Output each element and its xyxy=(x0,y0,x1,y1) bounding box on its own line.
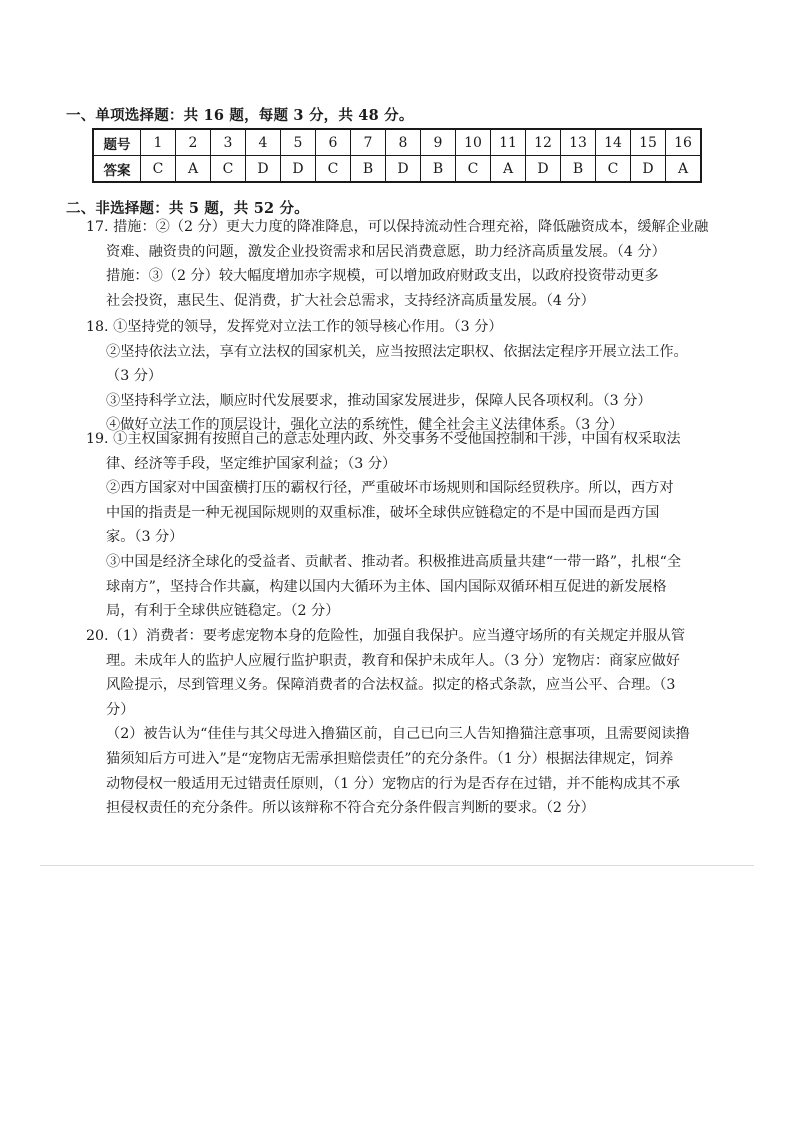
q20-line: 动物侵权一般适用无过错责任原则，（1 分）宠物店的行为是否存在过错，并不能构成其不承 xyxy=(106,775,680,792)
answer-cell: D xyxy=(631,156,666,183)
answer-cell: B xyxy=(561,156,596,183)
question-18-answer xyxy=(86,315,688,438)
question-number: 9 xyxy=(421,129,456,156)
q18-line: 18. ①坚持党的领导，发挥党对立法工作的领导核心作用。（3 分） xyxy=(86,319,503,335)
answer-table xyxy=(92,128,702,183)
page-divider xyxy=(40,865,754,866)
question-number: 1 xyxy=(141,129,176,156)
q20-line: 理。未成年人的监护人应履行监护职责，教育和保护未成年人。（3 分）宠物店：商家应做好 xyxy=(106,652,680,669)
answer-cell: D xyxy=(526,156,561,183)
q19-line: 中国的指责是一种无视国际规则的双重标准，破坏全球供应链稳定的不是中国而是西方国 xyxy=(106,504,660,521)
question-17-answer xyxy=(86,215,708,313)
q19-line: 家。（3 分） xyxy=(106,529,184,546)
answer-cell: A xyxy=(491,156,526,183)
q17-line: 资难、融资贵的问题，激发企业投资需求和居民消费意愿，助力经济高质量发展。（4 分） xyxy=(106,243,666,260)
answer-cell: C xyxy=(596,156,631,183)
question-number: 16 xyxy=(666,129,702,156)
question-20-answer xyxy=(86,624,690,821)
q19-line: 球南方”，坚持合作共赢，构建以国内大循环为主体、国内国际双循环相互促进的新发展格 xyxy=(106,578,667,595)
answer-cell: C xyxy=(211,156,246,183)
question-number: 8 xyxy=(386,129,421,156)
question-number: 12 xyxy=(526,129,561,156)
question-number: 6 xyxy=(316,129,351,156)
q19-line: 局，有利于全球供应链稳定。（2 分） xyxy=(106,603,340,620)
number-row xyxy=(93,129,701,156)
q19-line: 19. ①主权国家拥有按照自己的意志处理内政、外交事务不受他国控制和干涉，中国有权采取法 xyxy=(86,431,681,447)
answer-cell: C xyxy=(456,156,491,183)
q17-line: 措施：③（2 分）较大幅度增加赤字规模，可以增加政府财政支出，以政府投资带动更多 xyxy=(106,268,659,285)
answer-cell: B xyxy=(351,156,386,183)
q20-line: 分） xyxy=(106,701,135,718)
q19-line: 律、经济等手段，坚定维护国家利益；（3 分） xyxy=(106,455,397,472)
answer-cell: D xyxy=(386,156,421,183)
answer-cell: A xyxy=(176,156,211,183)
question-number: 14 xyxy=(596,129,631,156)
question-number: 2 xyxy=(176,129,211,156)
q20-line: 猫须知后方可进入”是“宠物店无需承担赔偿责任”的充分条件。（1 分）根据法律规定，饲养 xyxy=(106,750,674,767)
q18-line: ②坚持依法立法，享有立法权的国家机关，应当按照法定职权、依据法定程序开展立法工作。 xyxy=(106,343,688,360)
question-number: 13 xyxy=(561,129,596,156)
answer-cell: C xyxy=(316,156,351,183)
q20-line: 20.（1）消费者：要考虑宠物本身的危险性，加强自我保护。应当遵守场所的有关规定并服从管 xyxy=(86,628,686,644)
q18-line: ③坚持科学立法，顺应时代发展要求，推动国家发展进步，保障人民各项权利。（3 分） xyxy=(106,392,652,409)
question-19-answer xyxy=(86,427,681,624)
question-number: 3 xyxy=(211,129,246,156)
row-label-number: 题号 xyxy=(93,129,141,156)
question-number: 15 xyxy=(631,129,666,156)
question-number: 11 xyxy=(491,129,526,156)
section2-title: 二、非选择题：共 5 题，共 52 分。 xyxy=(66,200,309,217)
answer-cell: D xyxy=(246,156,281,183)
answer-cell: C xyxy=(141,156,176,183)
answer-cell: A xyxy=(666,156,702,183)
row-label-answer: 答案 xyxy=(93,156,141,183)
q19-line: ③中国是经济全球化的受益者、贡献者、推动者。积极推进高质量共建“一带一路”，扎根“全 xyxy=(106,553,682,570)
q19-line: ②西方国家对中国蛮横打压的霸权行径，严重破坏市场规则和国际经贸秩序。所以，西方对 xyxy=(106,480,674,497)
question-number: 7 xyxy=(351,129,386,156)
q17-line: 社会投资，惠民生、促消费，扩大社会总需求，支持经济高质量发展。（4 分） xyxy=(106,292,595,309)
answer-cell: B xyxy=(421,156,456,183)
answer-row xyxy=(93,156,701,183)
question-number: 10 xyxy=(456,129,491,156)
q20-line: （2）被告认为“佳佳与其父母进入撸猫区前，自己已向三人告知撸猫注意事项，且需要阅读撸 xyxy=(106,726,690,743)
q17-line: 17. 措施：②（2 分）更大力度的降准降息，可以保持流动性合理充裕，降低融资成本，缓解企业融 xyxy=(86,219,709,235)
question-number: 5 xyxy=(281,129,316,156)
q18-line: （3 分） xyxy=(106,368,163,385)
q20-line: 担侵权责任的充分条件。所以该辩称不符合充分条件假言判断的要求。（2 分） xyxy=(106,800,595,817)
section1-title: 一、单项选择题：共 16 题，每题 3 分，共 48 分。 xyxy=(66,107,414,124)
q18-line: ④做好立法工作的顶层设计，强化立法的系统性，健全社会主义法律体系。（3 分） xyxy=(106,417,624,434)
q20-line: 风险提示，尽到管理义务。保障消费者的合法权益。拟定的格式条款，应当公平、合理。（3 xyxy=(106,677,676,694)
question-number: 4 xyxy=(246,129,281,156)
answer-cell: D xyxy=(281,156,316,183)
